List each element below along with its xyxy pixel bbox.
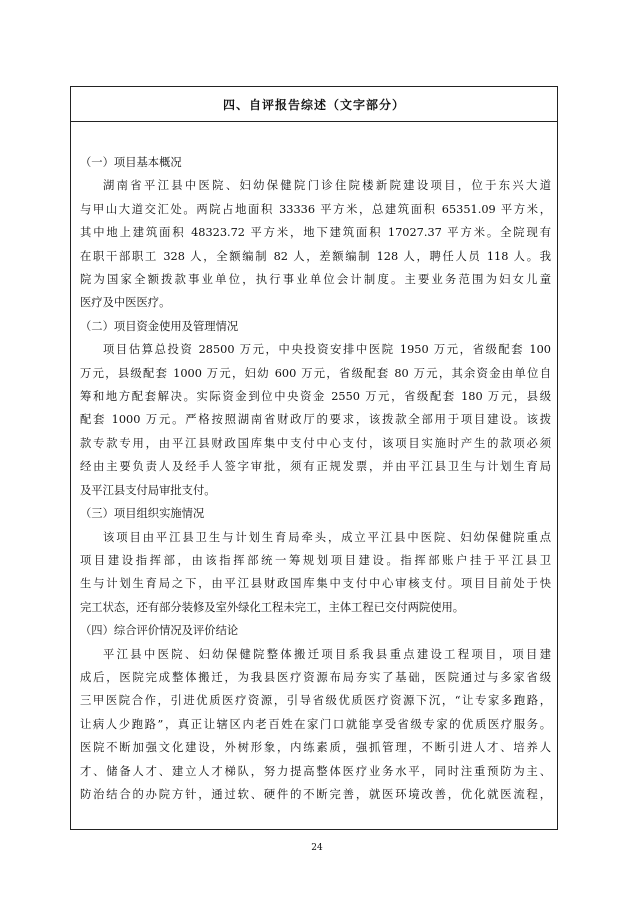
paragraph-line: 该项目由平江县卫生与计划生育局牵头，成立平江县中医院、妇幼保健院重点 [103, 530, 551, 544]
paragraph-line: 经由主要负责人及经手人签字审批，须有正规发票，并由平江县卫生与计划生育局 [80, 460, 551, 474]
paragraph-line: 湖南省平江县中医院、妇幼保健院门诊住院楼新院建设项目，位于东兴大道 [103, 179, 551, 193]
paragraph-line: 平江县中医院、妇幼保健院整体搬迁项目系我县重点建设工程项目，项目建 [103, 647, 551, 661]
section-heading: （三）项目组织实施情况 [80, 507, 205, 521]
section-heading: （二）项目资金使用及管理情况 [80, 319, 239, 333]
report-table [70, 86, 558, 830]
paragraph-line: 三甲医院合作，引进优质医疗资源，引导省级优质医疗资源下沉，“让专家多跑路， [80, 694, 551, 708]
paragraph-line: 生与计划生育局之下，由平江县财政国库集中支付中心审核支付。项目目前处于快 [80, 577, 551, 591]
section-heading: （四）综合评价情况及评价结论 [80, 624, 239, 638]
paragraph-line: 防治结合的办院方针，通过软、硬件的不断完善，就医环境改善，优化就医流程， [80, 787, 551, 801]
paragraph-line: 与甲山大道交汇处。两院占地面积 33336 平方米，总建筑面积 65351.09 平方米， [80, 202, 551, 216]
page-number: 24 [311, 843, 323, 853]
blank-spacer [80, 122, 551, 151]
paragraph-line: 完工状态，还有部分装修及室外绿化工程未完工，主体工程已交付两院使用。 [80, 600, 465, 614]
paragraph-line: 筹和地方配套解决。实际资金到位中央资金 2550 万元，省级配套 180 万元，县级 [80, 390, 551, 404]
paragraph-line: 万元，县级配套 1000 万元，妇幼 600 万元，省级配套 80 万元，其余资金由单位自 [80, 366, 551, 380]
paragraph-line: 医院不断加强文化建设，外树形象，内练素质，强抓管理，不断引进人才、培养人 [80, 741, 551, 755]
paragraph-line: 医疗及中医医疗。 [80, 296, 171, 310]
section-funding-management [80, 315, 551, 502]
paragraph-line: 及平江县支付局审批支付。 [80, 483, 216, 497]
paragraph-line: 配套 1000 万元。严格按照湖南省财政厅的要求，该拨款全部用于项目建设。该拨 [80, 413, 551, 427]
paragraph-line: 项目估算总投资 28500 万元，中央投资安排中医院 1950 万元，省级配套 100 [103, 343, 551, 357]
paragraph-line: 项目建设指挥部，由该指挥部统一筹规划项目建设。指挥部账户挂于平江县卫 [80, 553, 551, 567]
section-basic-overview [80, 151, 551, 315]
paragraph-line: 款专款专用，由平江县财政国库集中支付中心支付，该项目实施时产生的款项必须 [80, 436, 551, 450]
section-heading: （一）项目基本概况 [80, 156, 182, 169]
section-implementation [80, 502, 551, 619]
report-body [71, 122, 557, 806]
paragraph-line: 其中地上建筑面积 48323.72 平方米，地下建筑面积 17027.37 平方米。全院现有 [80, 226, 551, 240]
paragraph-line: 成后，医院完成整体搬迁，为我县医疗资源布局夯实了基础，医院通过与多家省级 [80, 670, 551, 684]
paragraph-line: 院为国家全额拨款事业单位，执行事业单位会计制度。主要业务范围为妇女儿童 [80, 273, 551, 287]
paragraph-line: 才、储备人才、建立人才梯队，努力提高整体医疗业务水平，同时注重预防为主、 [80, 764, 551, 778]
paragraph-line: 在职干部职工 328 人，全额编制 82 人，差额编制 128 人，聘任人员 118 人。我 [80, 249, 551, 263]
section-evaluation-conclusion [80, 619, 551, 806]
report-title: 四、自评报告综述（文字部分） [71, 87, 557, 122]
paragraph-line: 让病人少跑路”，真正让辖区内老百姓在家门口就能享受省级专家的优质医疗服务。 [80, 717, 551, 731]
